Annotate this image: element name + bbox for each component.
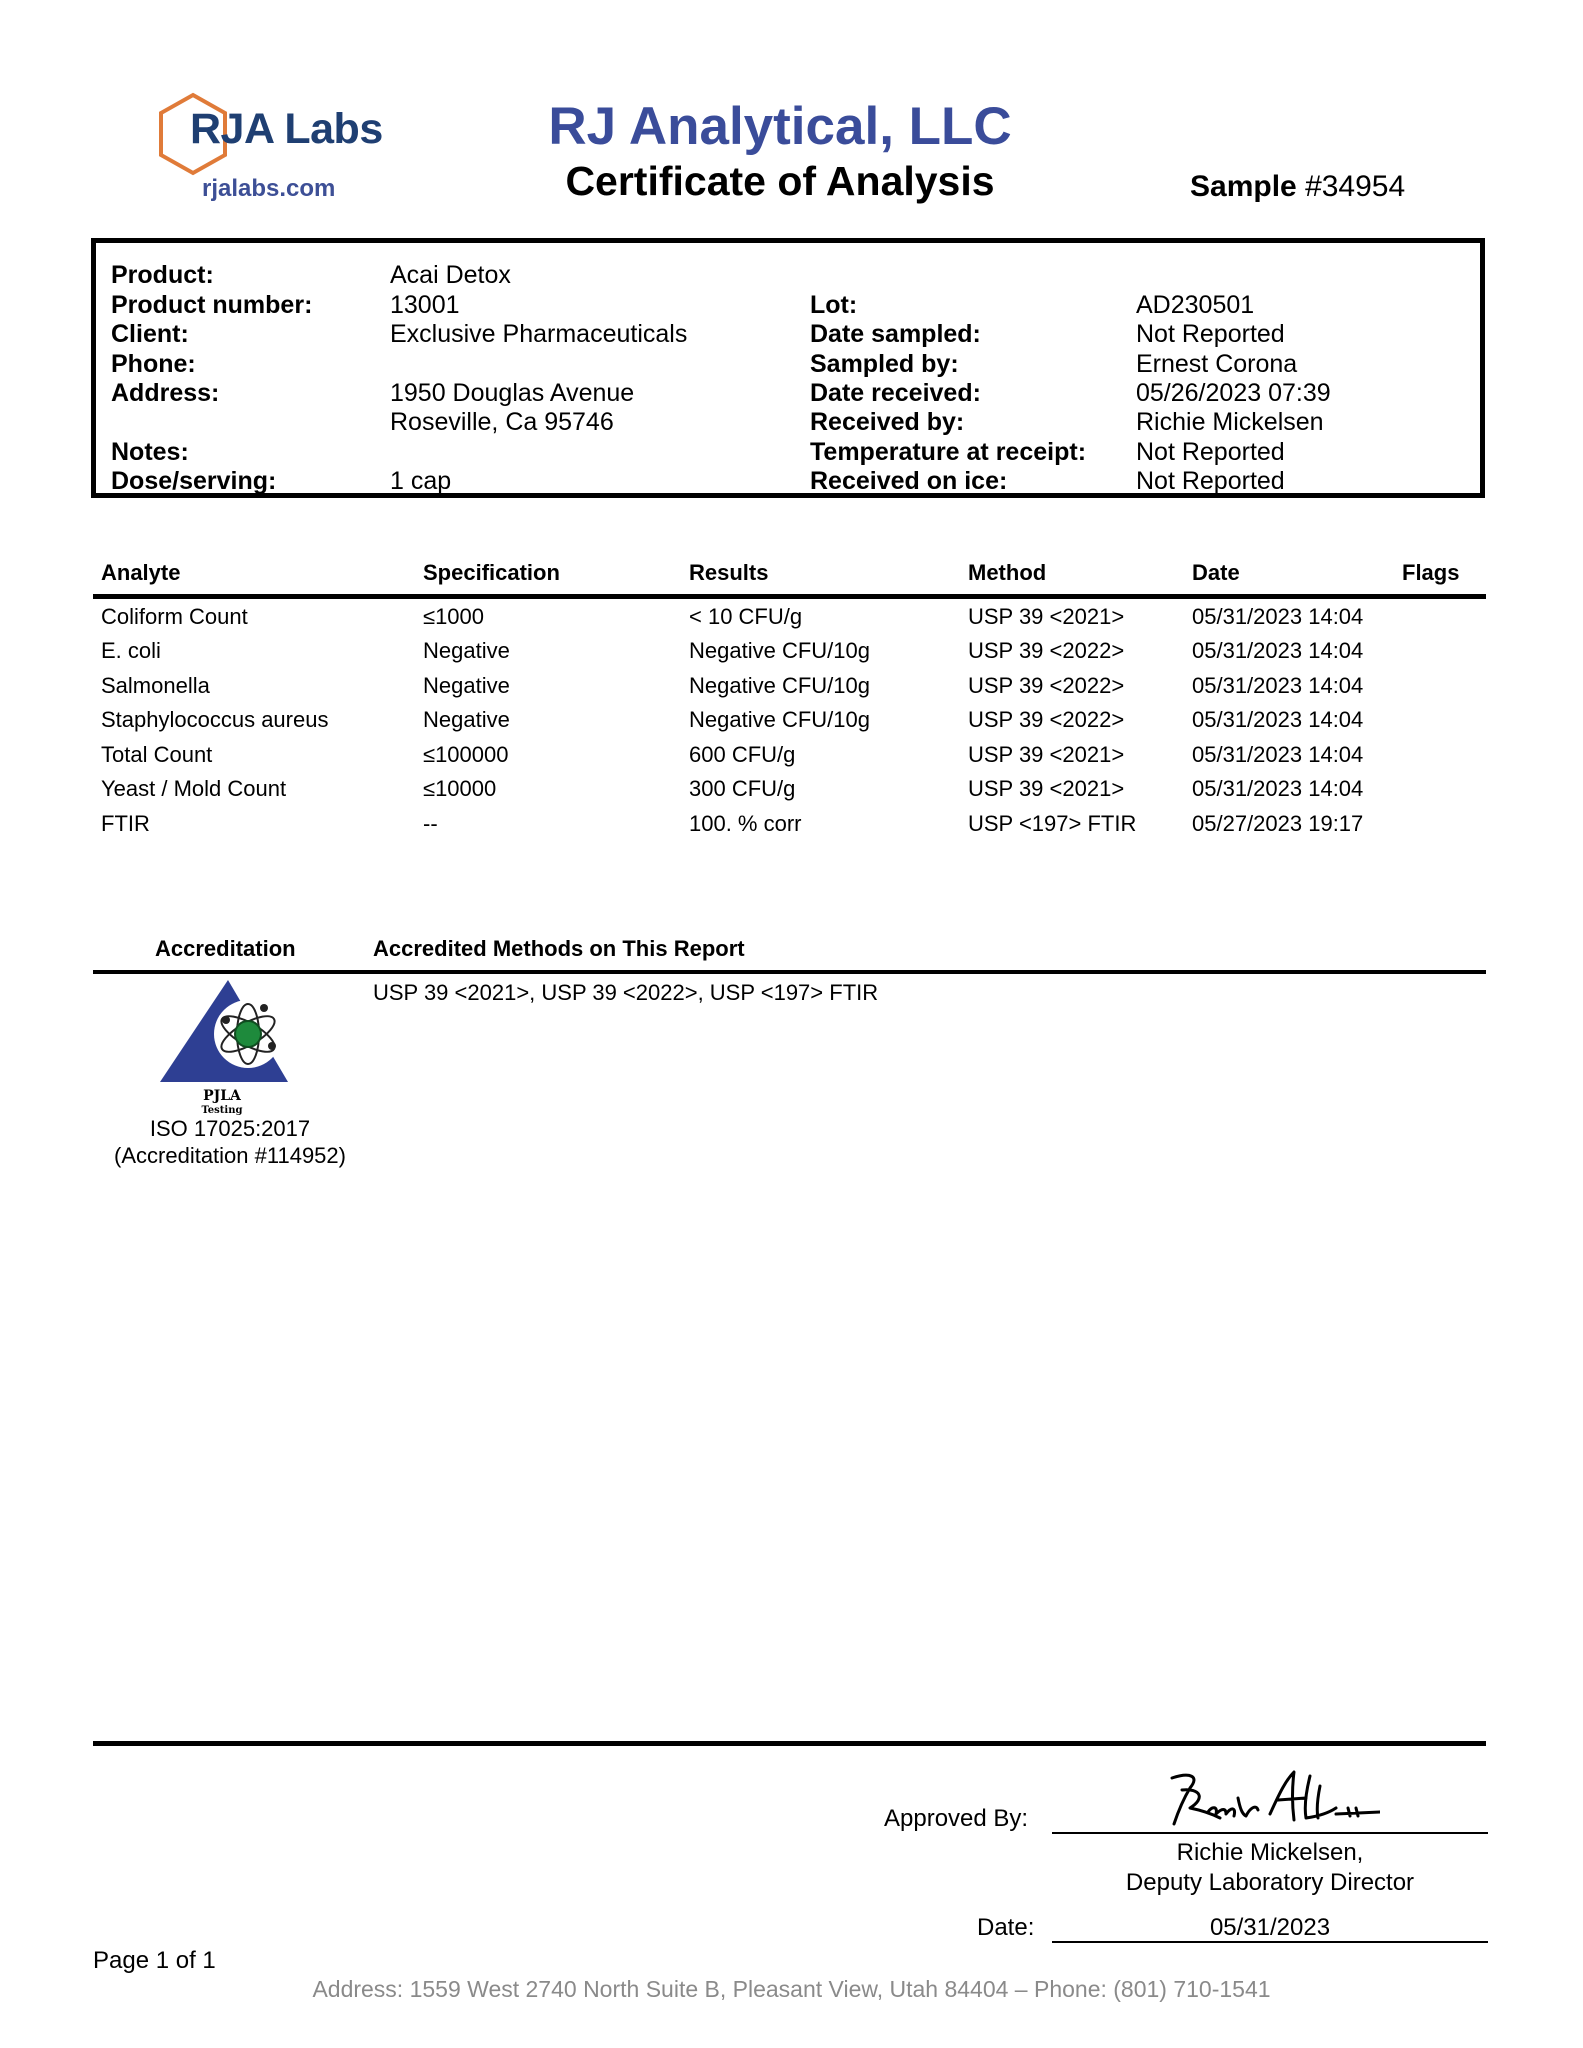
table-cell-spec: Negative bbox=[423, 707, 510, 732]
sample-value: #34954 bbox=[1305, 170, 1406, 203]
dose-value: 1 cap bbox=[390, 467, 452, 495]
lot-label: Lot: bbox=[810, 291, 858, 319]
table-cell-spec: -- bbox=[423, 811, 438, 836]
table-cell-date: 05/27/2023 19:17 bbox=[1192, 811, 1364, 836]
pjla-badge-sub: Testing bbox=[201, 1105, 243, 1116]
temperature-value: Not Reported bbox=[1136, 438, 1285, 466]
footer-rule bbox=[93, 1741, 1486, 1746]
pjla-badge-name: PJLA bbox=[203, 1088, 241, 1104]
product-number-label: Product number: bbox=[111, 291, 313, 319]
product-value: Acai Detox bbox=[390, 261, 511, 289]
table-cell-result: 100. % corr bbox=[689, 811, 802, 836]
accredited-methods-list: USP 39 <2021>, USP 39 <2022>, USP <197> FTIR bbox=[373, 980, 879, 1005]
sample-label: Sample bbox=[1190, 170, 1297, 203]
accreditation-heading: Accreditation bbox=[155, 936, 296, 961]
table-cell-result: Negative CFU/10g bbox=[689, 707, 870, 732]
table-cell-method: USP 39 <2021> bbox=[968, 776, 1125, 801]
col-header-flags: Flags bbox=[1402, 560, 1460, 585]
date-received-label: Date received: bbox=[810, 379, 981, 407]
approval-date-label: Date: bbox=[977, 1914, 1035, 1941]
received-by-label: Received by: bbox=[810, 408, 965, 436]
document-title: Certificate of Analysis bbox=[565, 158, 995, 204]
logo-text: RJA Labs bbox=[190, 105, 383, 153]
address-line2: Roseville, Ca 95746 bbox=[390, 408, 614, 436]
approved-by-label: Approved By: bbox=[884, 1805, 1029, 1832]
table-cell-analyte: Salmonella bbox=[101, 673, 210, 698]
date-sampled-value: Not Reported bbox=[1136, 320, 1285, 348]
table-cell-spec: ≤100000 bbox=[423, 742, 509, 767]
table-cell-method: USP 39 <2022> bbox=[968, 707, 1125, 732]
table-cell-result: < 10 CFU/g bbox=[689, 604, 803, 629]
signature-icon bbox=[1160, 1768, 1380, 1830]
table-cell-date: 05/31/2023 14:04 bbox=[1192, 638, 1364, 663]
table-cell-spec: Negative bbox=[423, 638, 510, 663]
lot-value: AD230501 bbox=[1136, 291, 1255, 319]
approver-title: Deputy Laboratory Director bbox=[1125, 1869, 1415, 1896]
col-header-analyte: Analyte bbox=[101, 560, 181, 585]
table-cell-result: Negative CFU/10g bbox=[689, 638, 870, 663]
table-cell-date: 05/31/2023 14:04 bbox=[1192, 707, 1364, 732]
approver-block bbox=[1052, 1838, 1488, 1898]
address-line1: 1950 Douglas Avenue bbox=[390, 379, 635, 407]
table-cell-spec: Negative bbox=[423, 673, 510, 698]
table-cell-analyte: Yeast / Mold Count bbox=[101, 776, 287, 801]
accreditation-number: (Accreditation #114952) bbox=[114, 1143, 346, 1168]
table-cell-date: 05/31/2023 14:04 bbox=[1192, 604, 1364, 629]
table-cell-date: 05/31/2023 14:04 bbox=[1192, 673, 1364, 698]
product-number-value: 13001 bbox=[390, 291, 460, 319]
table-cell-date: 05/31/2023 14:04 bbox=[1192, 776, 1364, 801]
col-header-results: Results bbox=[689, 560, 769, 585]
table-cell-date: 05/31/2023 14:04 bbox=[1192, 742, 1364, 767]
lab-address: Address: 1559 West 2740 North Suite B, Pleasant View, Utah 84404 – Phone: (801) 710-1541 bbox=[312, 1976, 1271, 2002]
table-cell-analyte: Coliform Count bbox=[101, 604, 248, 629]
accredited-methods-heading: Accredited Methods on This Report bbox=[373, 936, 745, 961]
table-cell-result: 600 CFU/g bbox=[689, 742, 796, 767]
sampled-by-label: Sampled by: bbox=[810, 350, 959, 378]
col-header-date: Date bbox=[1192, 560, 1240, 585]
pjla-accreditation-logo-icon bbox=[160, 976, 295, 1116]
sampled-by-value: Ernest Corona bbox=[1136, 350, 1298, 378]
col-header-method: Method bbox=[968, 560, 1047, 585]
received-by-value: Richie Mickelsen bbox=[1136, 408, 1324, 436]
client-label: Client: bbox=[111, 320, 189, 348]
date-sampled-label: Date sampled: bbox=[810, 320, 981, 348]
company-name: RJ Analytical, LLC bbox=[548, 97, 1012, 156]
table-cell-analyte: Staphylococcus aureus bbox=[101, 707, 329, 732]
dose-label: Dose/serving: bbox=[111, 467, 277, 495]
date-received-value: 05/26/2023 07:39 bbox=[1136, 379, 1331, 407]
approval-date-value: 05/31/2023 bbox=[1209, 1914, 1331, 1941]
table-cell-analyte: E. coli bbox=[101, 638, 161, 663]
table-cell-method: USP 39 <2022> bbox=[968, 673, 1125, 698]
received-on-ice-value: Not Reported bbox=[1136, 467, 1285, 495]
table-cell-method: USP <197> FTIR bbox=[968, 811, 1137, 836]
table-cell-method: USP 39 <2022> bbox=[968, 638, 1125, 663]
iso-standard: ISO 17025:2017 bbox=[149, 1116, 311, 1141]
table-cell-result: 300 CFU/g bbox=[689, 776, 796, 801]
approver-name: Richie Mickelsen, bbox=[1176, 1839, 1364, 1866]
signature-line bbox=[1052, 1832, 1488, 1834]
client-value: Exclusive Pharmaceuticals bbox=[390, 320, 688, 348]
accreditation-rule bbox=[93, 970, 1486, 974]
table-cell-analyte: FTIR bbox=[101, 811, 150, 836]
address-label: Address: bbox=[111, 379, 220, 407]
table-header-rule bbox=[93, 594, 1486, 599]
table-cell-analyte: Total Count bbox=[101, 742, 213, 767]
product-label: Product: bbox=[111, 261, 214, 289]
iso-accreditation bbox=[100, 1115, 360, 1169]
received-on-ice-label: Received on ice: bbox=[810, 467, 1008, 495]
table-cell-method: USP 39 <2021> bbox=[968, 604, 1125, 629]
notes-label: Notes: bbox=[111, 438, 189, 466]
page-number: Page 1 of 1 bbox=[93, 1947, 216, 1974]
table-cell-spec: ≤10000 bbox=[423, 776, 497, 801]
temperature-label: Temperature at receipt: bbox=[810, 438, 1087, 466]
table-cell-result: Negative CFU/10g bbox=[689, 673, 870, 698]
date-line bbox=[1052, 1941, 1488, 1943]
table-cell-method: USP 39 <2021> bbox=[968, 742, 1125, 767]
table-cell-spec: ≤1000 bbox=[423, 604, 485, 629]
logo-url[interactable]: rjalabs.com bbox=[202, 175, 336, 202]
phone-label: Phone: bbox=[111, 350, 196, 378]
sample-number bbox=[1190, 170, 1405, 204]
col-header-specification: Specification bbox=[423, 560, 560, 585]
